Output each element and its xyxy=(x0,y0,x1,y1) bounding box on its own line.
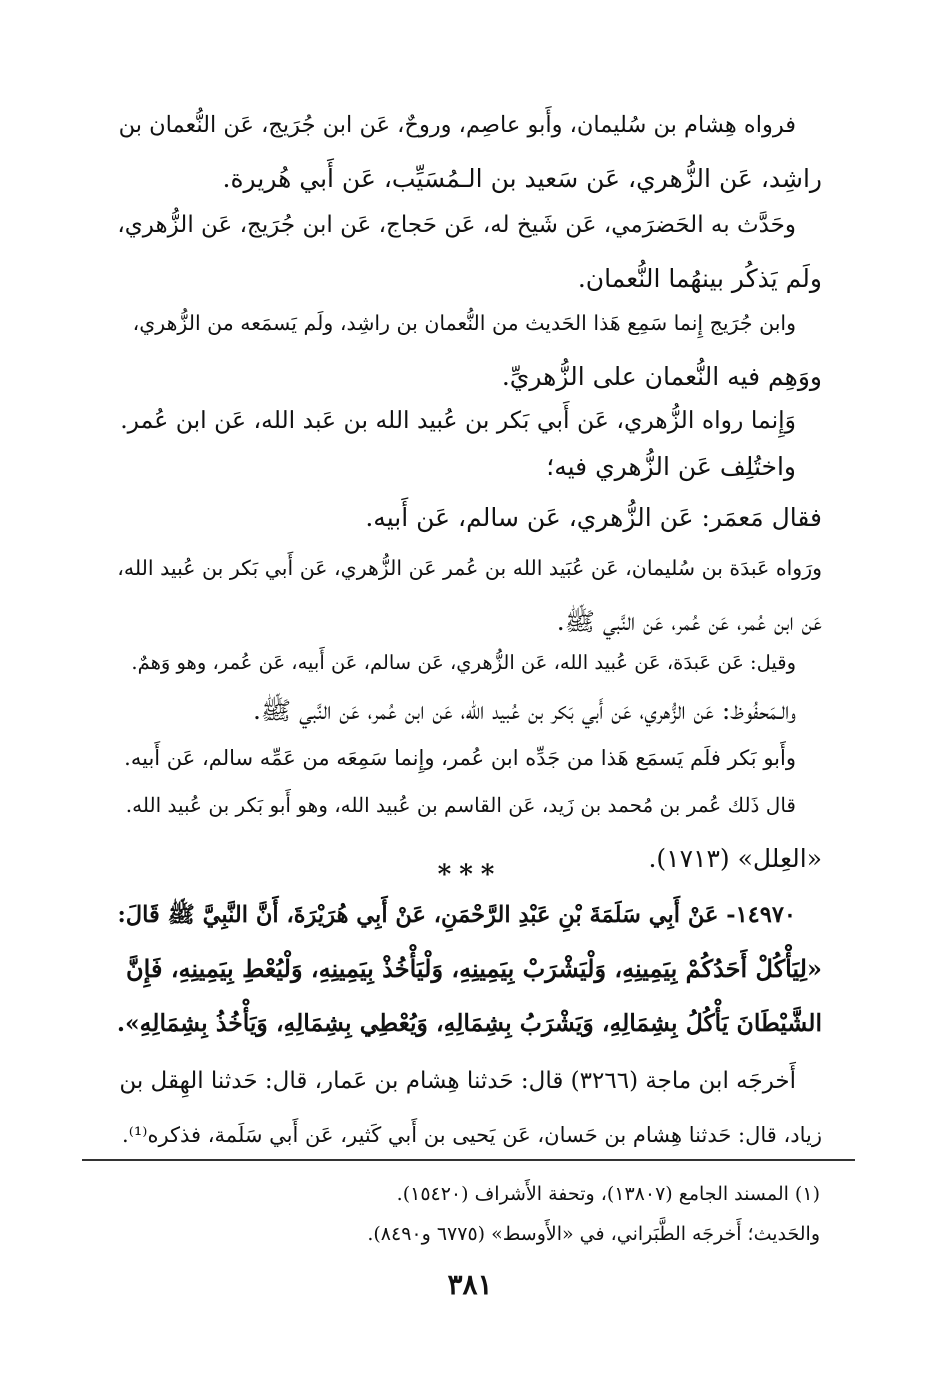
text-line: ورَواه عَبدَة بن سُليمان، عَن عُبَيد الله بن عُمر عَن الزُّهري، عَن أَبي بَكر بن عُبيد الله، xyxy=(117,556,822,580)
takhrij-paragraph xyxy=(117,1054,822,1162)
text-line: وقيل: عَن عَبدَة، عَن عُبيد الله، عَن الزُّهري، عَن سالم، عَن أَبيه، عَن عُمر، وهو وَهمٌ. xyxy=(131,651,796,674)
paragraph-10 xyxy=(117,731,822,785)
text-line: فرواه هِشام بن سُليمان، وأَبو عاصِم، وروحٌ، عَن ابن جُرَيج، عَن النُّعمان بن xyxy=(118,112,796,138)
section-separator: *** xyxy=(437,860,503,890)
text-line: قال ذَلك عُمر بن مُحمد بن زَيد، عَن القاسم بن عُبيد الله، وهو أَبو بَكر بن عُبيد الله. xyxy=(125,793,796,817)
text-line: وحَدَّث به الحَضرَمي، عَن شَيخ له، عَن حَجاج، عَن ابن جُرَيج، عَن الزُّهري، xyxy=(117,212,796,238)
paragraph-8 xyxy=(117,636,822,690)
paragraph-7 xyxy=(117,541,822,649)
text-line: والـمَحفُوظ: عَن الزُّهري، عَن أَبي بَكر بن عُبيد الله، عَن ابن عُمر، عَن النَّبي ﷺ. xyxy=(252,696,796,725)
text-line: زياد، قال: حَدثنا هِشام بن حَسان، عَن يَحيى بن أَبي كَثير، عَن أَبي سَلَمة، فذكره⁽¹⁾. xyxy=(122,1123,822,1147)
paragraph-2 xyxy=(117,198,822,306)
footnotes xyxy=(120,1174,820,1254)
text-line: «العِلل» (١٧١٣). xyxy=(648,844,822,873)
text-line: ووَهِم فيه النُّعمان على الزُّهريِّ. xyxy=(501,362,822,391)
text-line: أَخرجَه ابن ماجة (٣٢٦٦) قال: حَدثنا هِشام بن عَمار، قال: حَدثنا الهِقل بن xyxy=(119,1068,796,1094)
text-line: راشِد، عَن الزُّهري، عَن سَعيد بن الـمُسَيِّب، عَن أَبي هُريرة. xyxy=(222,164,822,193)
text-line: «لِيَأْكُلْ أَحَدُكُمْ بِيَمِينِهِ، وَلْيَشْرَبْ بِيَمِينِهِ، وَلْيَأْخُذْ بِيَمِينِهِ، وَلْيُعْطِ بِيَمِينِهِ، فَإِنَّ xyxy=(126,954,822,983)
paragraph-4 xyxy=(117,393,822,447)
paragraph-3 xyxy=(117,296,822,404)
text-line: ١٤٩٧٠- عَنْ أَبِي سَلَمَةَ بْنِ عَبْدِ الرَّحْمَنِ، عَنْ أَبِي هُرَيْرَةَ، أَنَّ النَّبِيَّ ﷺ قَالَ: xyxy=(117,902,796,928)
text-line: عَن ابن عُمر، عَن عُمر، عَن النَّبي ﷺ. xyxy=(556,607,822,636)
text-line: وأَبو بَكر فلَم يَسمَع هَذا من جَدِّه ابن عُمر، وإِنما سَمِعَه من عَمِّه سالم، عَن أَبيه. xyxy=(124,746,796,770)
text-line: وابن جُرَيج إِنما سَمِع هَذا الحَديث من النُّعمان بن راشِد، ولَم يَسمَعه من الزُّهري، xyxy=(132,311,796,335)
text-line: واختُلِف عَن الزُّهري فيه؛ xyxy=(546,452,796,481)
page-number: ٣٨١ xyxy=(447,1268,493,1301)
text-line: وَإِنما رواه الزُّهري، عَن أَبي بَكر بن عُبيد الله بن عَبد الله، عَن ابن عُمر. xyxy=(120,406,796,434)
paragraph-9 xyxy=(117,684,822,738)
paragraph-1 xyxy=(117,98,822,206)
hadith-text xyxy=(117,888,822,1050)
text-line: فقال مَعمَر: عَن الزُّهري، عَن سالم، عَن أَبيه. xyxy=(365,503,822,532)
text-line: ولَم يَذكُر بينهُما النُّعمان. xyxy=(577,264,822,293)
text-line: الشَّيْطَانَ يَأْكُلُ بِشِمَالِهِ، وَيَشْرَبُ بِشِمَالِهِ، وَيُعْطِي بِشِمَالِهِ، وَيَأْخُذُ بِشِمَالِهِ». xyxy=(116,1009,822,1037)
footnote-line: (١) المسند الجامع (١٣٨٠٧)، وتحفة الأَشراف (١٥٤٢٠). xyxy=(396,1183,820,1205)
footnote-line: والحَديث؛ أَخرجَه الطَّبَراني، في «الأَوسط» (٦٧٧٥ و٨٤٩٠). xyxy=(367,1223,820,1245)
paragraph-6 xyxy=(117,491,822,545)
paragraph-5 xyxy=(117,440,822,494)
footnote-divider xyxy=(82,1159,855,1161)
